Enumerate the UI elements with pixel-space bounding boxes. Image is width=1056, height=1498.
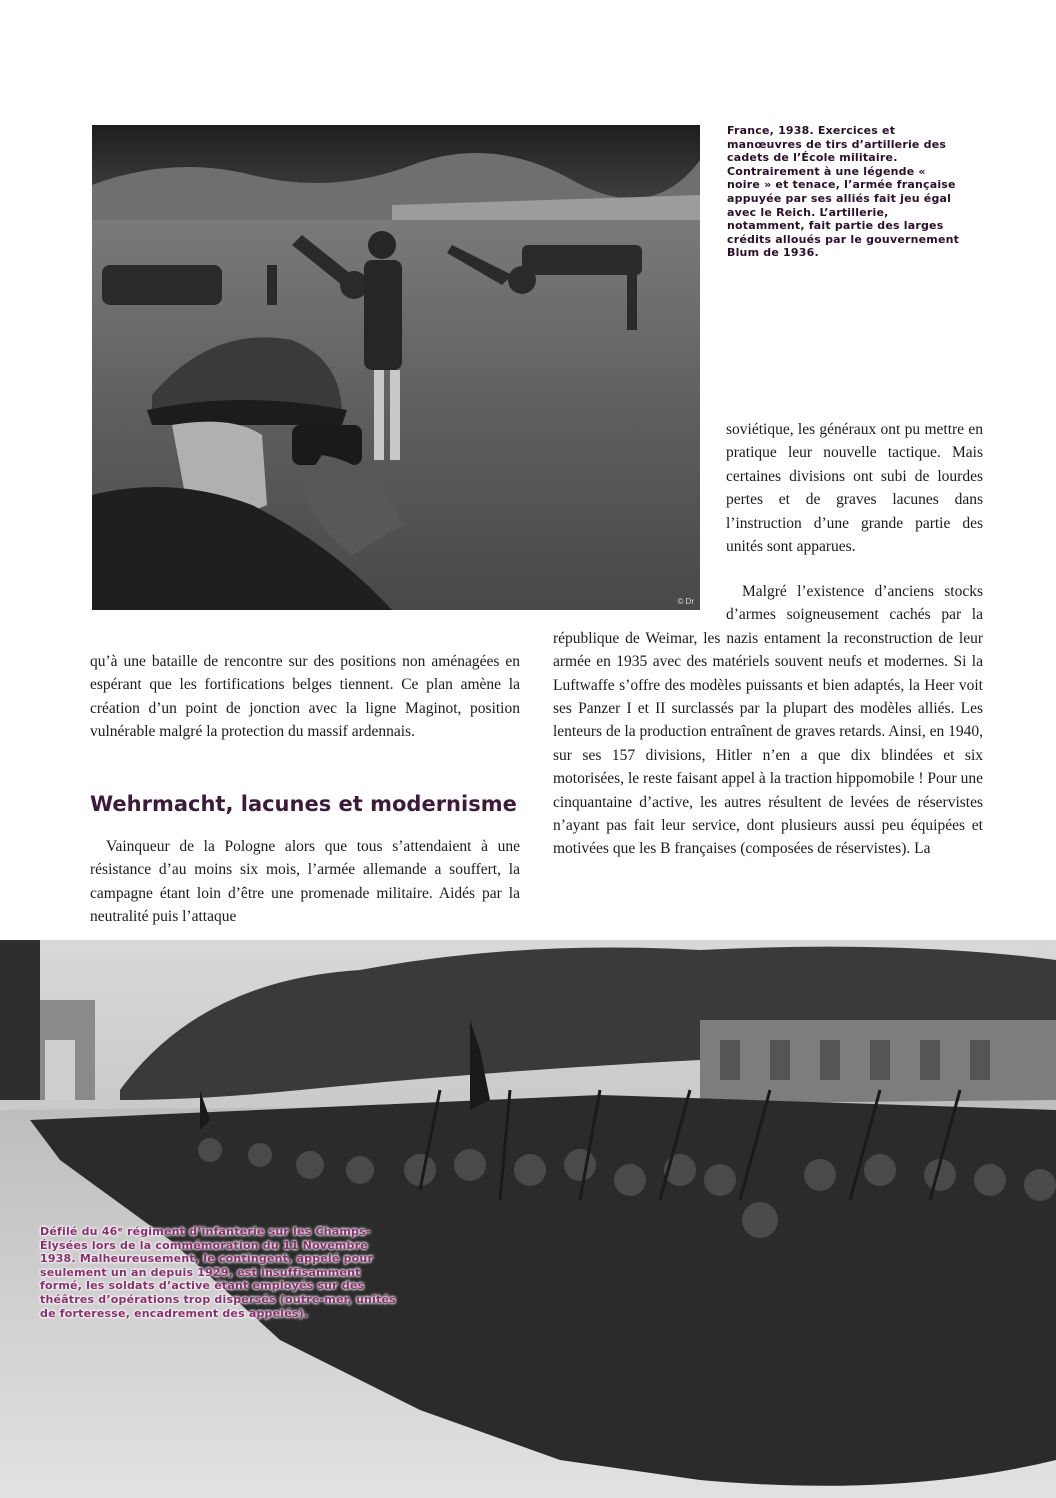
artillery-exercise-image <box>92 125 700 610</box>
parade-photo <box>0 940 1056 1498</box>
paragraph: Malgré l’existence d’anciens stocks d’armes soigneusement cachés par la république de Weimar, les nazis entament la reconstruction de leur armée en 1935 avec des matériels souvent neufs et modernes. Si la Luftwaffe s’offre des modèles puissants et bien adaptés, la Heer voit ses Panzer I et II surclassés par la plupart des modèles alliés. Les lenteurs de la production entraînent de graves retards. Ainsi, en 1940, sur ses 157 divisions, Hitler n’en a que dix blindées et six motorisées, le reste faisant appel à la traction hippomobile ! Pour une cinquantaine d’active, les autres résultent de levées de réservistes n’ayant pas fait leur service, dont plusieurs aussi peu équipées et motivées que les B françaises (composées de réservistes). La <box>553 583 983 858</box>
right-column-top-text <box>726 418 983 558</box>
paragraph: qu’à une bataille de rencontre sur des positions non aménagées en espérant que les fortifications belges tiennent. Ce plan amène la création d’un point de jonction avec la ligne Maginot, position vulnérable malgré la protection du massif ardennais. <box>90 653 520 741</box>
photo-credit: DR <box>1036 944 1048 953</box>
paragraph: soviétique, les généraux ont pu mettre en pratique leur nouvelle tactique. Mais certaines divisions ont subi de lourdes pertes et de graves lacunes dans l’instruction d’une grande partie des unités sont apparues. <box>726 421 983 556</box>
photo-credit: © Dr <box>677 597 694 606</box>
top-photo-caption: France, 1938. Exercices et manœuvres de tirs d’artillerie des cadets de l’École militaire. Contrairement à une légende « noire » et tenace, l’armée française appuyée par ses alliés fait jeu égal avec le Reich. L’artillerie, notamment, fait partie des larges crédits alloués par le gouvernement Blum de 1936. <box>727 124 960 260</box>
photo-wrap-spacer <box>553 580 726 626</box>
right-column-main <box>553 580 983 861</box>
left-column-bottom-text <box>90 835 520 929</box>
bottom-photo-caption: Défilé du 46ᵉ régiment d’infanterie sur les Champs-Élysées lors de la commémoration du 11 Novembre 1938. Malheureusement, le contingent, appelé pour seulement un an depuis 1929, est insuffisamment formé, les soldats d’active étant employés sur des théâtres d’opérations trop dispersés (outre-mer, unités de forteresse, encadrement des appelés). <box>40 1225 396 1320</box>
artillery-exercise-photo <box>92 125 700 610</box>
left-column-top-text <box>90 650 520 744</box>
paragraph: Vainqueur de la Pologne alors que tous s’attendaient à une résistance d’au moins six mois, l’armée allemande a souffert, la campagne étant loin d’être une promenade militaire. Aidés par la neutralité puis l’attaque <box>90 838 520 926</box>
parade-image <box>0 940 1056 1498</box>
section-heading: Wehrmacht, lacunes et modernisme <box>90 792 517 816</box>
